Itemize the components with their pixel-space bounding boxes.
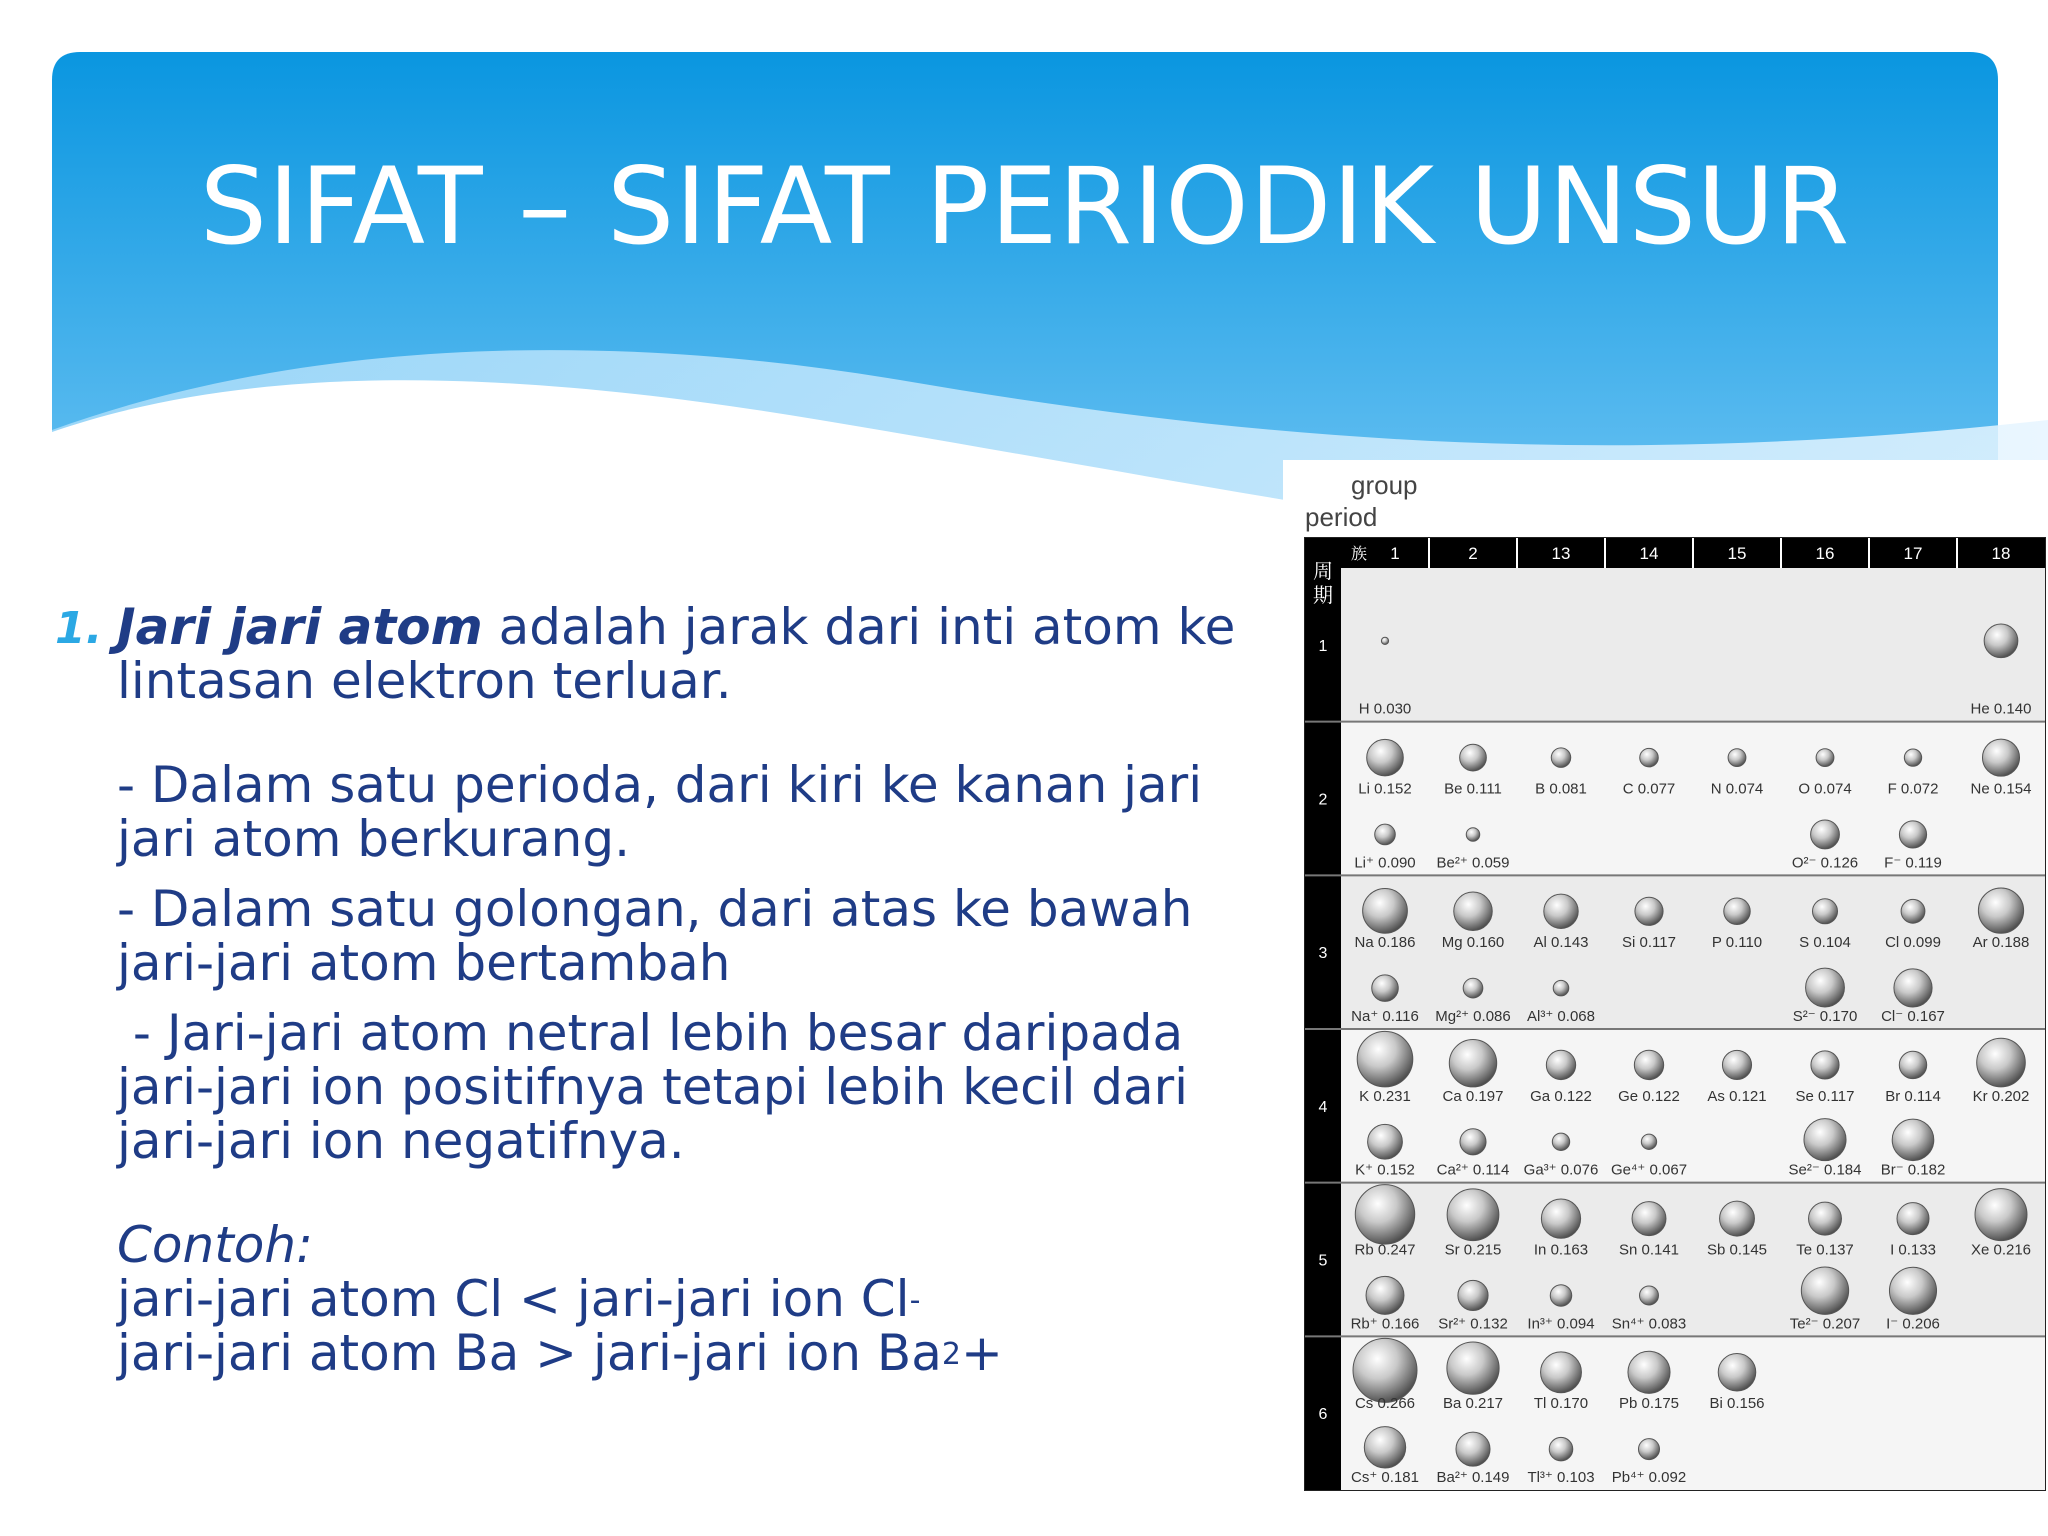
ion-sphere (1892, 1119, 1934, 1161)
atom-radius-label: Be 0.111 (1444, 780, 1502, 798)
atom-radius-label: Ne 0.154 (1970, 780, 2032, 798)
ion-sphere (1553, 980, 1569, 996)
atom-radius-label: As 0.121 (1707, 1087, 1767, 1105)
ion-sphere (1811, 820, 1840, 849)
atom-radius-label: Si 0.117 (1622, 934, 1676, 952)
example-1-text: jari-jari atom Cl < jari-jari ion Cl (117, 1270, 910, 1328)
atom-sphere (1816, 749, 1834, 767)
atom-radius-label: Rb 0.247 (1354, 1241, 1416, 1259)
point-period-line-2: jari atom berkurang. (117, 810, 630, 868)
example-2 (117, 1326, 1255, 1380)
ion-radius-label: S²⁻ 0.170 (1792, 1008, 1858, 1025)
ion-sphere (1375, 824, 1396, 845)
atom-radius-label: S 0.104 (1799, 934, 1851, 952)
atom-sphere (1544, 894, 1578, 928)
ion-radius-label: Ba²⁺ 0.149 (1436, 1469, 1510, 1486)
atom-sphere (1904, 749, 1921, 766)
atom-radius-label: Sb 0.145 (1706, 1241, 1768, 1259)
atom-sphere (1720, 1201, 1755, 1236)
point-ion-line-2: jari-jari ion positifnya tetapi lebih kecil dari (117, 1058, 1189, 1116)
ion-sphere (1466, 828, 1479, 841)
group-header-14: 14 (1639, 544, 1659, 563)
ion-radius-label: Be²⁺ 0.059 (1436, 854, 1510, 872)
atom-sphere (1978, 888, 2023, 933)
atom-radius-label: Ba 0.217 (1442, 1395, 1504, 1413)
atom-radius-label: Al 0.143 (1533, 934, 1589, 952)
atom-sphere (1722, 1050, 1751, 1079)
atom-radius-label: Kr 0.202 (1972, 1087, 2030, 1105)
ion-radius-label: In³⁺ 0.094 (1527, 1315, 1595, 1333)
ion-radius-label: Sr²⁺ 0.132 (1438, 1315, 1508, 1333)
atom-radius-label: In 0.163 (1533, 1241, 1589, 1259)
atom-sphere (1551, 748, 1570, 767)
period-row-2 (1341, 722, 2045, 876)
ion-sphere (1364, 1427, 1405, 1468)
atom-sphere (1982, 739, 2019, 776)
atom-radius-label: Tl 0.170 (1533, 1395, 1589, 1413)
group-header-15: 15 (1727, 544, 1747, 563)
atom-sphere (1809, 1202, 1842, 1235)
ion-sphere (1641, 1134, 1656, 1149)
example-2-tail: + (960, 1324, 1003, 1382)
ion-radius-label: Se²⁻ 0.184 (1788, 1161, 1862, 1179)
atom-sphere (1977, 1038, 2026, 1087)
atom-radius-label: Sn 0.141 (1618, 1241, 1680, 1259)
atom-sphere (1447, 1189, 1499, 1241)
ion-radius-label: Al³⁺ 0.068 (1527, 1008, 1595, 1025)
atom-sphere (1811, 1051, 1839, 1079)
atom-sphere (1635, 897, 1663, 925)
atom-radius-label: Xe 0.216 (1970, 1241, 2032, 1259)
atom-radius-label: Bi 0.156 (1709, 1395, 1765, 1413)
ion-radius-label: Mg²⁺ 0.086 (1435, 1008, 1511, 1025)
atom-radius-label: F 0.072 (1887, 780, 1939, 798)
period-row-1 (1341, 568, 2045, 722)
ion-sphere (1463, 978, 1483, 998)
atom-radius-label: H 0.030 (1358, 700, 1412, 718)
atom-sphere (1367, 739, 1404, 776)
ion-sphere (1894, 969, 1932, 1007)
ion-sphere (1638, 1439, 1659, 1460)
example-label: Contoh: (117, 1216, 313, 1274)
atom-radius-label: N 0.074 (1710, 780, 1764, 798)
atomic-radius-table-figure (1283, 460, 2048, 1515)
atom-radius-label: Se 0.117 (1795, 1087, 1855, 1105)
ion-radius-label: K⁺ 0.152 (1355, 1161, 1415, 1179)
atom-sphere (1984, 624, 2018, 658)
atom-sphere (1363, 888, 1408, 933)
atom-sphere (1812, 899, 1837, 924)
atom-radius-label: Pb 0.175 (1618, 1395, 1680, 1413)
atom-radius-label: Br 0.114 (1885, 1087, 1941, 1105)
atom-sphere (1447, 1342, 1499, 1394)
ion-sphere (1372, 975, 1399, 1002)
atom-sphere (1728, 749, 1746, 767)
atom-sphere (1381, 637, 1388, 644)
atom-sphere (1449, 1040, 1496, 1087)
period-axis-label: period (1305, 502, 1378, 532)
ion-sphere (1460, 1129, 1486, 1155)
atom-sphere (1897, 1203, 1929, 1235)
atom-sphere (1546, 1050, 1575, 1079)
atom-radius-label: Li 0.152 (1358, 780, 1412, 798)
ion-sphere (1368, 1124, 1403, 1159)
atom-radius-label: B 0.081 (1535, 780, 1587, 798)
ion-radius-label: I⁻ 0.206 (1886, 1315, 1940, 1333)
group-header-17: 17 (1903, 544, 1923, 563)
atom-sphere (1355, 1185, 1414, 1244)
ion-sphere (1549, 1437, 1573, 1461)
atom-radius-label: I 0.133 (1890, 1241, 1936, 1259)
ion-radius-label: Br⁻ 0.182 (1880, 1161, 1946, 1179)
group-axis-label: group (1351, 470, 1418, 500)
atom-radius-label: Ga 0.122 (1530, 1087, 1592, 1105)
group-header-1: 1 (1390, 544, 1400, 563)
atom-radius-label: Mg 0.160 (1441, 934, 1505, 952)
atom-sphere (1460, 744, 1487, 771)
ion-radius-label: F⁻ 0.119 (1884, 854, 1942, 872)
point-ion-line-3: jari-jari ion negatifnya. (117, 1112, 685, 1170)
ion-radius-label: Ca²⁺ 0.114 (1436, 1161, 1510, 1179)
atom-sphere (1632, 1202, 1666, 1236)
atom-radius-label: Na 0.186 (1354, 934, 1416, 952)
atom-radius-label: K 0.231 (1359, 1087, 1411, 1105)
ion-sphere (1804, 1119, 1846, 1161)
ion-sphere (1456, 1432, 1490, 1466)
ion-sphere (1458, 1280, 1488, 1310)
ion-sphere (1640, 1286, 1659, 1305)
period-row-5 (1341, 1183, 2045, 1337)
point-group-line-2: jari-jari atom bertambah (117, 934, 731, 992)
ion-radius-label: Cl⁻ 0.167 (1881, 1008, 1945, 1025)
atom-sphere (1640, 748, 1659, 767)
atom-sphere (1454, 892, 1492, 930)
period-side-label: 期 (1313, 585, 1333, 607)
content-text (55, 600, 1255, 1380)
atom-sphere (1353, 1338, 1417, 1402)
atom-sphere (1541, 1199, 1580, 1238)
atom-sphere (1628, 1351, 1670, 1393)
period-number-2: 2 (1318, 791, 1328, 809)
period-number-3: 3 (1318, 945, 1328, 963)
point-ion-line-1: - Jari-jari atom netral lebih besar daripada (117, 1004, 1184, 1062)
point-group-line-1: - Dalam satu golongan, dari atas ke bawah (117, 880, 1193, 938)
atom-sphere (1718, 1354, 1756, 1392)
group-header-row (1305, 538, 2045, 568)
slide-title: SIFAT – SIFAT PERIODIK UNSUR (199, 145, 1851, 268)
group-header-18: 18 (1991, 544, 2011, 563)
group-header-16: 16 (1815, 544, 1835, 563)
ion-sphere (1889, 1267, 1936, 1314)
atom-sphere (1541, 1352, 1582, 1393)
atom-radius-label: P 0.110 (1711, 934, 1763, 952)
period-row-6 (1341, 1336, 2045, 1490)
ion-sphere (1899, 821, 1926, 848)
ion-sphere (1552, 1133, 1569, 1150)
atom-radius-label: Te 0.137 (1796, 1241, 1854, 1259)
atom-radius-label: C 0.077 (1622, 780, 1676, 798)
atom-radius-label: Ar 0.188 (1972, 934, 2030, 952)
list-number: 1. (55, 603, 103, 654)
ion-radius-label: Na⁺ 0.116 (1351, 1008, 1419, 1025)
definition-line-1 (117, 600, 1255, 654)
definition-line-2: lintasan elektron terluar. (117, 652, 732, 710)
atom-sphere (1975, 1189, 2027, 1241)
group-header-13: 13 (1551, 544, 1571, 563)
period-side-label: 周 (1313, 561, 1333, 583)
group-corner-label: 族 (1351, 546, 1368, 563)
atomic-radius-table (1283, 460, 2048, 1515)
atom-sphere (1357, 1031, 1413, 1087)
ion-sphere (1366, 1276, 1404, 1314)
example-2-sup: 2 (941, 1337, 961, 1372)
atom-radius-label: O 0.074 (1798, 780, 1852, 798)
example-1-sup: - (909, 1283, 921, 1318)
period-side-column (1305, 538, 1341, 1490)
point-period-line-1: - Dalam satu perioda, dari kiri ke kanan jari (117, 756, 1203, 814)
atom-radius-label: He 0.140 (1970, 700, 2032, 718)
ion-radius-label: O²⁻ 0.126 (1791, 854, 1859, 872)
atom-sphere (1724, 898, 1750, 924)
ion-sphere (1550, 1285, 1571, 1306)
ion-radius-label: Tl³⁺ 0.103 (1527, 1469, 1595, 1486)
atom-radius-label: Cl 0.099 (1885, 934, 1941, 952)
definition-text: adalah jarak dari inti atom ke (498, 598, 1236, 656)
period-number-5: 5 (1318, 1252, 1328, 1270)
ion-radius-label: Pb⁴⁺ 0.092 (1611, 1469, 1687, 1486)
ion-radius-label: Cs⁺ 0.181 (1351, 1469, 1419, 1486)
ion-radius-label: Ge⁴⁺ 0.067 (1610, 1161, 1688, 1179)
atom-radius-label: Sr 0.215 (1444, 1241, 1502, 1259)
atom-sphere (1901, 899, 1925, 923)
atom-sphere (1634, 1050, 1663, 1079)
group-header-2: 2 (1468, 544, 1478, 563)
period-number-4: 4 (1318, 1098, 1328, 1116)
atom-sphere (1899, 1051, 1926, 1078)
period-row-4 (1341, 1029, 2045, 1183)
example-2-text: jari-jari atom Ba > jari-jari ion Ba (117, 1324, 942, 1382)
ion-radius-label: Te²⁻ 0.207 (1789, 1315, 1861, 1333)
ion-radius-label: Ga³⁺ 0.076 (1523, 1161, 1599, 1179)
period-row-3 (1341, 875, 2045, 1029)
period-number-6: 6 (1318, 1406, 1328, 1424)
atom-radius-label: Ca 0.197 (1442, 1087, 1504, 1105)
atom-radius-label: Ge 0.122 (1618, 1087, 1680, 1105)
ion-sphere (1806, 968, 1845, 1007)
ion-radius-label: Rb⁺ 0.166 (1350, 1315, 1420, 1333)
ion-sphere (1801, 1267, 1848, 1314)
period-number-1: 1 (1318, 637, 1328, 655)
atom-radius-label: Cs 0.266 (1354, 1395, 1416, 1413)
term-jari-jari-atom: Jari jari atom (117, 598, 483, 656)
ion-radius-label: Li⁺ 0.090 (1354, 854, 1416, 872)
example-1 (117, 1272, 1255, 1326)
ion-radius-label: Sn⁴⁺ 0.083 (1611, 1315, 1687, 1333)
